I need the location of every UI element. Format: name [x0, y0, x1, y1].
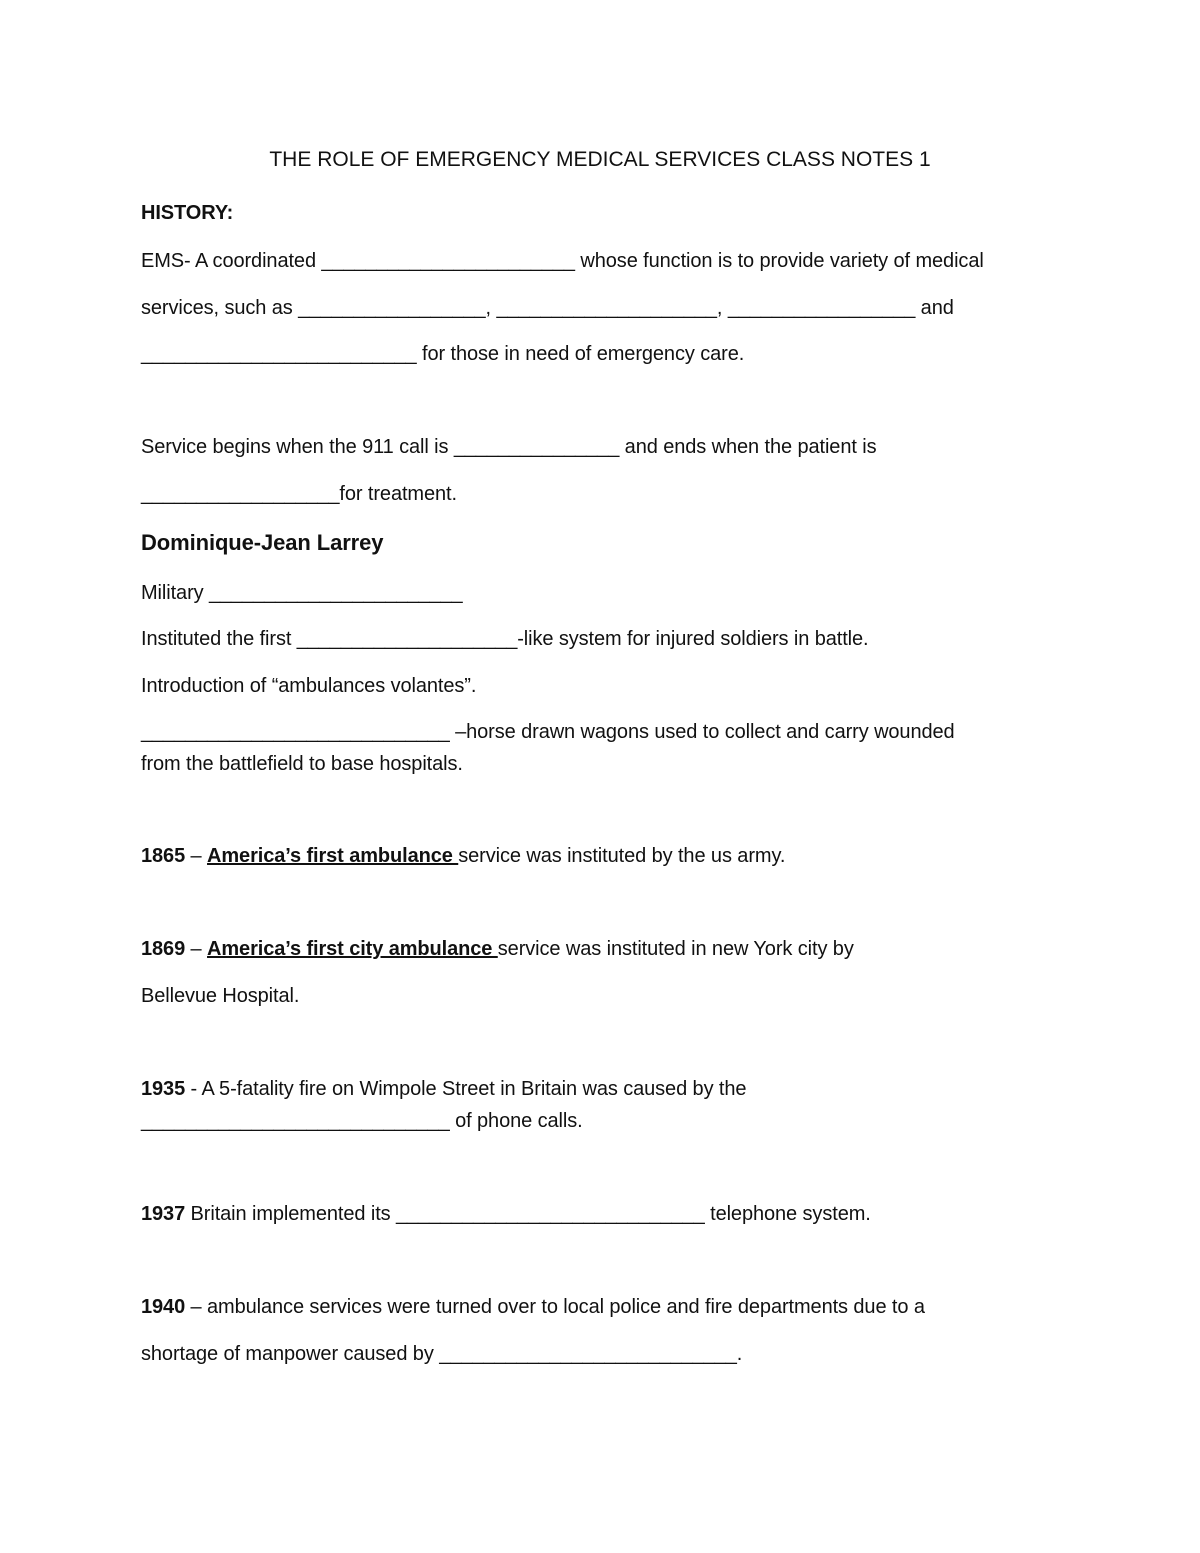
year-1869: 1869 [141, 938, 186, 960]
timeline-1869-line-2: Bellevue Hospital. [141, 985, 300, 1007]
year-1935: 1935 [141, 1078, 186, 1100]
text-1869: service was instituted in new York city by [497, 938, 854, 960]
timeline-1935 [141, 1076, 746, 1102]
year-1937: 1937 [141, 1203, 186, 1225]
timeline-1935-line-2: ____________________________ of phone calls. [141, 1110, 583, 1132]
larrey-wagons-line-2: from the battlefield to base hospitals. [141, 753, 463, 775]
highlight-1865: America’s first ambulance [207, 845, 459, 867]
timeline-1940 [141, 1294, 925, 1320]
text-1940: – ambulance services were turned over to local police and fire departments due to a [185, 1296, 925, 1318]
larrey-instituted: Instituted the first ____________________-like system for injured soldiers in battle. [141, 628, 869, 650]
text-1865: service was instituted by the us army. [458, 845, 786, 867]
larrey-military: Military _______________________ [141, 582, 463, 604]
timeline-1940-line-2: shortage of manpower caused by ___________________________. [141, 1343, 743, 1365]
ems-line-2: services, such as _________________, ____________________, _________________ and [141, 297, 954, 319]
year-1865: 1865 [141, 845, 186, 867]
ems-line-1: EMS- A coordinated _______________________ whose function is to provide variety of medical [141, 250, 984, 272]
service-line-1: Service begins when the 911 call is _______________ and ends when the patient is [141, 436, 877, 458]
larrey-heading: Dominique-Jean Larrey [141, 530, 384, 555]
timeline-1937 [141, 1201, 871, 1227]
highlight-1869: America’s first city ambulance [207, 938, 498, 960]
text-1935: - A 5-fatality fire on Wimpole Street in Britain was caused by the [185, 1078, 747, 1100]
dash-1865: – [185, 845, 208, 867]
larrey-wagons-line-1: ____________________________ –horse drawn wagons used to collect and carry wounded [141, 721, 955, 743]
page-title: THE ROLE OF EMERGENCY MEDICAL SERVICES CLASS NOTES 1 [269, 148, 931, 171]
history-heading: HISTORY: [141, 202, 234, 224]
timeline-1865 [141, 843, 785, 869]
ems-line-3: _________________________ for those in need of emergency care. [141, 343, 745, 365]
year-1940: 1940 [141, 1296, 186, 1318]
timeline-1869 [141, 936, 854, 962]
service-line-2: __________________for treatment. [141, 483, 457, 505]
larrey-introduction: Introduction of “ambulances volantes”. [141, 675, 477, 697]
dash-1869: – [185, 938, 208, 960]
text-1937: Britain implemented its ____________________________ telephone system. [185, 1203, 871, 1225]
